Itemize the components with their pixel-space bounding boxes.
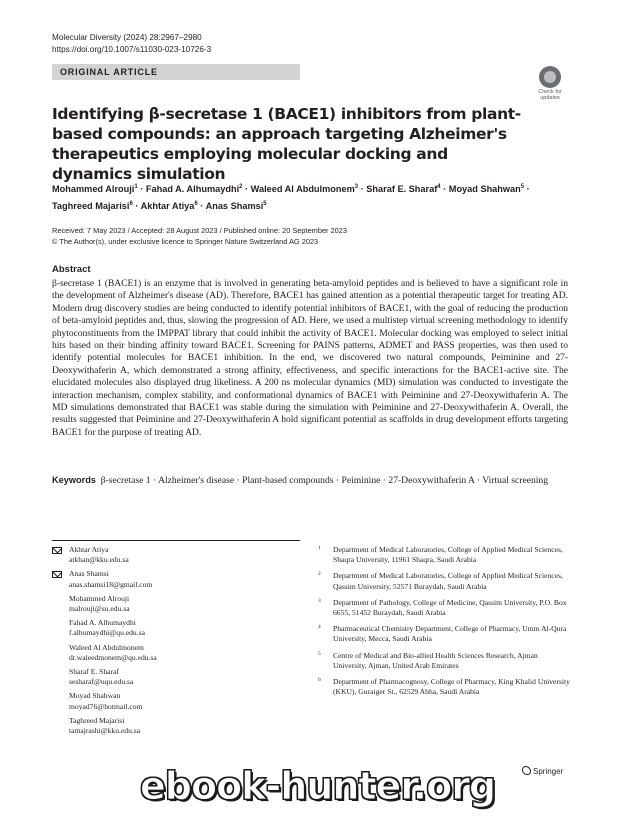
contact-email[interactable]: atkhan@kku.edu.sa (69, 555, 129, 565)
author-name-text: Moyad Shahwan (448, 184, 521, 195)
author-affiliation-number: 2 (239, 184, 243, 190)
affiliation-number: 2 (318, 571, 321, 578)
contact-name: Akhtar Atiya (69, 545, 109, 554)
envelope-icon (52, 571, 62, 578)
author-name-text: Waleed Al Abdulmonem (250, 184, 355, 195)
affiliation-text: Department of Medical Laboratories, College of Applied Medical Sciences, Qassim University, 52571 Buraydah, Saudi Arabia (333, 571, 563, 591)
author-separator: · (440, 184, 449, 195)
author-name[interactable] (251, 184, 358, 194)
author-separator: · (132, 201, 141, 212)
author-name[interactable] (146, 184, 243, 194)
author-name-text: Fahad A. Alhumaydhi (145, 184, 240, 195)
contact-entry (52, 643, 300, 663)
envelope-icon (52, 547, 62, 554)
date-history: Received: 7 May 2023 / Accepted: 28 August 2023 / Published online: 20 September 2023 (52, 226, 348, 235)
affiliation-text: Centre of Medical and Bio-allied Health Sciences Research, Ajman University, Ajman, United Arab Emirates (333, 650, 538, 670)
affiliation-number: 1 (318, 545, 321, 551)
contact-list (52, 545, 300, 740)
contact-email[interactable]: moyad76@hotmail.com (69, 701, 143, 711)
affiliation-entry (318, 598, 570, 618)
author-name[interactable] (52, 201, 133, 211)
check-for-updates-button[interactable] (534, 66, 566, 101)
publisher-logo (522, 766, 563, 776)
author-name[interactable] (141, 201, 198, 211)
author-name-text: Taghreed Majarisi (52, 201, 130, 212)
author-name-text: Akhtar Atiya (140, 201, 195, 212)
author-name[interactable] (366, 184, 440, 194)
author-name[interactable] (52, 184, 138, 194)
article-type-bar (52, 64, 300, 80)
author-affiliation-number: 5 (520, 184, 525, 190)
affiliation-number: 5 (318, 650, 321, 657)
affiliation-text: Department of Pathology, College of Medicine, Qassim University, P.O. Box 6655, 51452 Buraydah, Saudi Arabia (333, 597, 567, 618)
contact-name: Sharaf E. Sharaf (69, 667, 119, 677)
author-separator: · (358, 184, 367, 195)
contact-name: Fahad A. Alhumaydhi (69, 618, 136, 628)
contact-entry (52, 716, 300, 736)
publisher-name: Springer (533, 767, 564, 776)
affiliation-entry (318, 545, 570, 565)
affiliation-text: Department of Pharmacognosy, College of Pharmacy, King Khalid University (KKU), Guraiger St., 62529 Abha, Saudi Arabia (333, 677, 570, 697)
contact-email[interactable]: tamajrashi@kku.edu.sa (69, 726, 141, 736)
springer-horse-icon (522, 766, 531, 775)
author-list (52, 180, 562, 214)
author-affiliation-number: 6 (129, 201, 133, 208)
contact-name: Mohammed Alrouji (69, 593, 130, 603)
affiliation-number: 4 (318, 624, 321, 631)
author-separator: · (137, 184, 146, 195)
contact-entry (52, 569, 300, 589)
keywords-text: β-secretase 1 · Alzheimer's disease · Plant-based compounds · Peiminine · 27-Deoxywithaferin A · Virtual screening (100, 475, 549, 486)
affiliation-entry (318, 624, 570, 644)
author-name-text: Mohammed Alrouji (52, 184, 135, 195)
contact-entry (52, 545, 300, 565)
author-separator: · (242, 184, 251, 195)
abstract-text: β-secretase 1 (BACE1) is an enzyme that is involved in generating beta-amyloid peptides and is believed to have a significant role in the development of Alzheimer's disease (AD). Therefore, BACE1 has gained attention as a potential therapeutic target for treating AD. Modern drug discovery studies are being conducted to identify potential inhibitors of BACE1, with the goal of reducing the production of beta-amyloid peptides and, thus, slowing the progression of AD. Here, we used a multistep virtual screening methodology to identify phytoconstituents from the IMPPAT library that could inhibit the activity of BACE1. Molecular docking was employed to select initial hits based on their binding affinity toward BACE1. Screening for PAINS patterns, ADMET and PASS properties, was then used to identify potential molecules for BACE1 inhibition. In the end, we discovered two natural compounds, Peiminine and 27-Deoxywithaferin A, which demonstrated a strong affinity, effectiveness, and specific interactions for the BACE1-active site. The elucidated molecules also displayed drug likeliness. A 200 ns molecular dynamics (MD) simulation was conducted to investigate the interaction mechanism, complex stability, and conformational dynamics of BACE1 with Peiminine and 27-Deoxywithaferin A. The MD simulations demonstrated that BACE1 was stable during the simulation with Peiminine and 27-Deoxywithaferin A. Overall, the results suggested that Peiminine and 27-Deoxywithaferin A hold significant potential as scaffolds in drug development efforts targeting BACE1 for the purpose of treating AD. (52, 278, 568, 438)
affiliation-number: 3 (318, 597, 321, 604)
contact-name: Waleed Al Abdulmonem (69, 642, 144, 652)
author-separator: · (197, 201, 206, 212)
affiliation-list (318, 545, 570, 703)
watermark: ebook-hunter.org (140, 764, 496, 808)
contact-email[interactable]: anas.shamsi18@gmail.com (69, 579, 153, 589)
author-affiliation-number: 4 (437, 184, 441, 190)
article-title: Identifying β-secretase 1 (BACE1) inhibitors from plant-based compounds: an approach targeting Alzheimer's therapeutics employing molecular docking and dynamics simulation (52, 105, 521, 183)
author-separator: · (524, 184, 530, 195)
affiliation-text: Department of Medical Laboratories, College of Applied Medical Sciences, Shaqra University, 11961 Shaqra, Saudi Arabia (333, 545, 563, 565)
check-for-updates-icon (539, 66, 561, 88)
affiliation-number: 6 (318, 677, 321, 684)
contact-email[interactable]: f.alhumaydhi@qu.edu.sa (69, 628, 145, 638)
author-affiliation-number: 3 (354, 184, 359, 190)
affiliation-entry (318, 651, 570, 671)
journal-info (52, 32, 211, 56)
keywords (52, 474, 562, 487)
journal-citation: Molecular Diversity (2024) 28:2967–2980 (52, 33, 202, 42)
contact-entry (52, 667, 300, 687)
contact-entry (52, 594, 300, 614)
contact-entry (52, 691, 300, 711)
contact-email[interactable]: dr.waleedmonem@qu.edu.sa (69, 652, 157, 662)
author-affiliation-number: 1 (134, 184, 138, 190)
affiliation-text: Pharmaceutical Chemistry Department, College of Pharmacy, Umm Al-Qura University, Mecca, Saudi Arabia (333, 624, 567, 644)
contact-name: Taghreed Majarisi (69, 715, 125, 725)
footnote-divider (52, 540, 300, 541)
author-affiliation-number: 6 (194, 201, 198, 208)
doi-link[interactable]: https://doi.org/10.1007/s11030-023-10726-3 (52, 45, 212, 54)
contact-name: Anas Shamsi (69, 569, 109, 579)
check-updates-label: Check for updates (538, 89, 562, 101)
abstract-heading: Abstract (52, 264, 91, 275)
article-type: ORIGINAL ARTICLE (60, 67, 158, 77)
contact-entry (52, 618, 300, 638)
author-affiliation-number: 5 (263, 201, 267, 208)
copyright-line: © The Author(s), under exclusive licence to Springer Nature Switzerland AG 2023 (52, 237, 319, 246)
author-name[interactable] (449, 184, 524, 194)
contact-name: Moyad Shahwan (69, 691, 121, 701)
contact-email[interactable]: malrouji@su.edu.sa (69, 604, 130, 614)
author-name[interactable] (206, 201, 267, 211)
author-name-text: Sharaf E. Sharaf (366, 184, 438, 195)
publication-dates (52, 225, 347, 247)
author-name-text: Anas Shamsi (205, 201, 264, 212)
affiliation-entry (318, 677, 570, 697)
contact-email[interactable]: sesharaf@uqu.edu.sa (69, 677, 134, 687)
keywords-label: Keywords (52, 475, 96, 485)
affiliation-entry (318, 571, 570, 591)
